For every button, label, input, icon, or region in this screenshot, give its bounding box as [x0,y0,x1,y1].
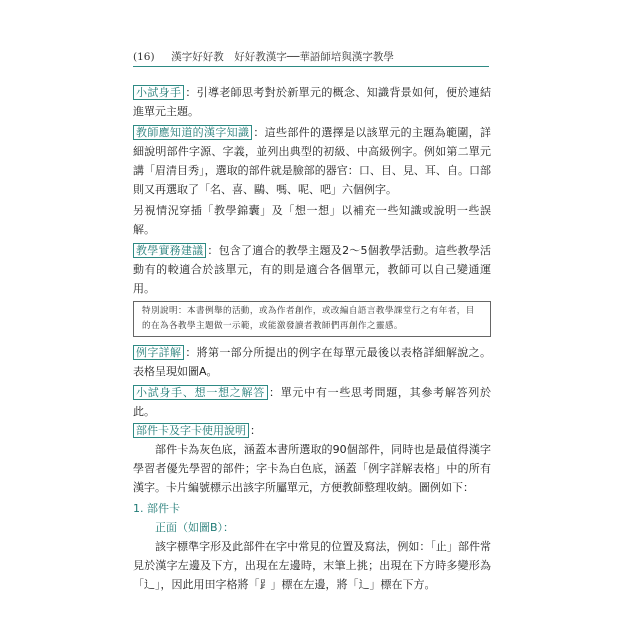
running-header [133,49,513,64]
section-answers-text: ：單元中有一些思考問題，其參考解答列於此。 [133,386,492,418]
tag-suggestion: 教學實務建議 [133,243,206,258]
section-examples [133,343,491,381]
header-rule [133,66,489,67]
page-number: (16) [133,51,155,63]
section-extra [133,201,491,239]
section-practice [133,83,491,121]
tag-answers: 小試身手、想一想之解答 [133,385,268,400]
section-answers [133,383,491,421]
tag-practice: 小試身手 [133,85,184,100]
section-practice-suggestion [133,241,491,298]
section-cards [133,421,491,440]
section-examples-text: ：將第一部分所提出的例字在每單元最後以表格詳細解說之。表格呈現如圖A。 [133,346,492,378]
tag-examples: 例字詳解 [133,345,184,360]
section-suggestion-text: ：包含了適合的教學主題及2～5個教學活動。這些教學活動有的較適合於該單元，有的則是適合各個單元，教師可以自己變通運用。 [133,244,491,295]
tag-cards: 部件卡及字卡使用說明 [133,423,249,438]
section-cards-text: ： [250,424,261,437]
item-component-card: 1. 部件卡 [133,502,180,515]
section-knowledge-text: ：這些部件的選擇是以該單元的主題為範圍，詳細說明部件字源、字義，並列出典型的初級、中高級例字。例如第二單元講「眉清目秀」，選取的部件就是臉部的器官：口、目、見、耳、自。口部則又再選取了「名、喜、鷗、嗎、呢、吧」六個例字。 [133,126,492,196]
cards-intro: 部件卡為灰色底，涵蓋本書所選取的90個部件，同時也是最值得漢字學習者優先學習的部件；字卡為白色底，涵蓋「例字詳解表格」中的所有漢字。卡片編號標示出該字所屬單元，方便教師整理收納。圖例如下： [133,443,491,494]
page-body [133,83,491,596]
section-practice-text: ：引導老師思考對於新單元的概念、知識背景如何，便於連結進單元主題。 [133,86,492,118]
item-front-side: 正面（如圖B）： [155,521,235,534]
front-side-text: 該字標準字形及此部件在字中常見的位置及寫法，例如：「止」部件常見於漢字左邊及下方，出現在左邊時，末筆上挑；出現在下方時多變形為「⻌」，因此用田字格將「⻊」標在左邊，將「⻌」標在下方。 [133,540,491,591]
series-title: 漢字好好教 好好教漢字──華語師培與漢字教學 [171,51,394,63]
special-note-box: 特別說明：本書例舉的活動，或為作者創作，或改編自語言教學課堂行之有年者，目的在為各教學主題做一示範，或能激發讀者教師們再創作之靈感。 [133,301,491,337]
section-extra-text: 另視情況穿插「教學錦囊」及「想一想」以補充一些知識或說明一些誤解。 [133,204,491,236]
tag-knowledge: 教師應知道的漢字知識 [133,125,252,140]
section-knowledge [133,123,491,199]
